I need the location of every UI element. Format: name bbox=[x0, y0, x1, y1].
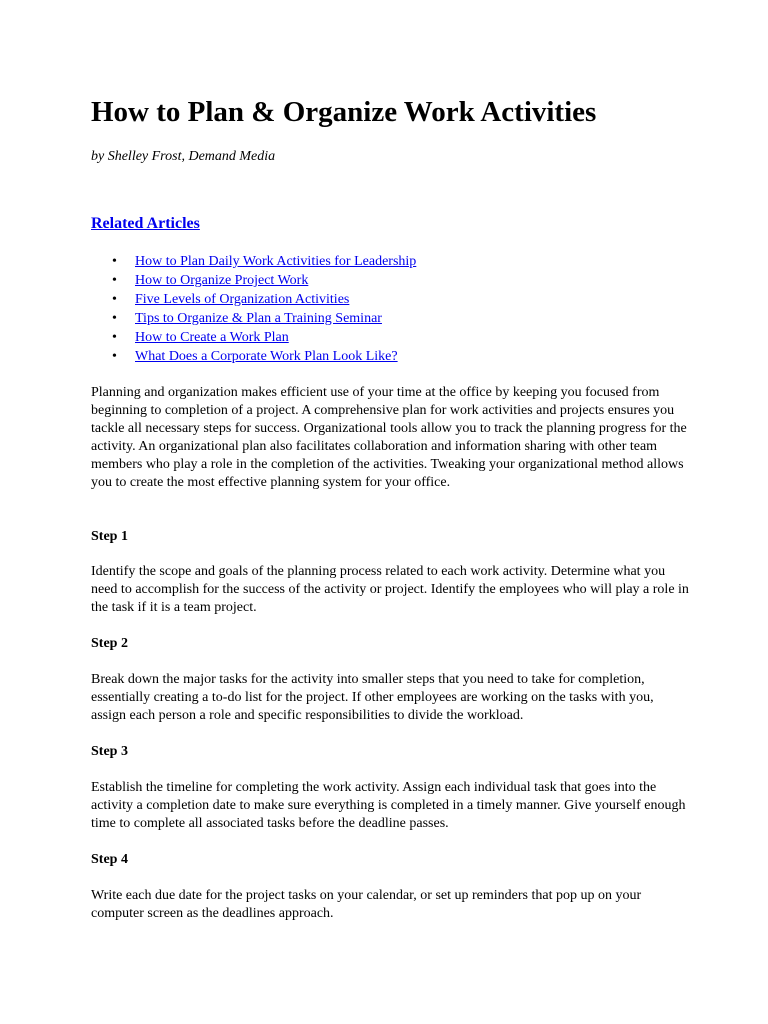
related-link-corporate-work-plan[interactable]: What Does a Corporate Work Plan Look Like? bbox=[135, 349, 398, 364]
step-2-text: Break down the major tasks for the activity into smaller steps that you need to take for completion, essentially creating a to-do list for the project. If other employees are working on the tasks with you, assign each person a role and specific responsibilities to divide the workload. bbox=[91, 672, 654, 723]
related-link-training-seminar[interactable]: Tips to Organize & Plan a Training Seminar bbox=[135, 311, 382, 326]
related-articles-heading[interactable]: Related Articles bbox=[91, 215, 200, 232]
list-item bbox=[91, 271, 416, 290]
step-2-heading: Step 2 bbox=[91, 636, 128, 651]
step-3-heading: Step 3 bbox=[91, 744, 128, 759]
list-item bbox=[91, 252, 416, 271]
list-item bbox=[91, 290, 416, 309]
step-3-text: Establish the timeline for completing the work activity. Assign each individual task that goes into the activity a completion date to make sure everything is completed in a timely manner. Give yourself enough time to complete all associated tasks before the deadline passes. bbox=[91, 780, 686, 831]
related-link-create-work-plan[interactable]: How to Create a Work Plan bbox=[135, 330, 289, 345]
article-title: How to Plan & Organize Work Activities bbox=[91, 96, 597, 128]
bullet-icon: • bbox=[112, 311, 117, 326]
bullet-icon: • bbox=[112, 330, 117, 345]
step-4-heading: Step 4 bbox=[91, 852, 128, 867]
bullet-icon: • bbox=[112, 292, 117, 307]
bullet-icon: • bbox=[112, 273, 117, 288]
related-link-five-levels[interactable]: Five Levels of Organization Activities bbox=[135, 292, 350, 307]
related-link-daily-work-activities[interactable]: How to Plan Daily Work Activities for Leadership bbox=[135, 254, 417, 269]
article-byline: by Shelley Frost, Demand Media bbox=[91, 149, 276, 164]
related-articles-list bbox=[91, 252, 416, 366]
list-item bbox=[91, 347, 416, 366]
list-item bbox=[91, 328, 416, 347]
step-1-text: Identify the scope and goals of the planning process related to each work activity. Determine what you need to accomplish for the success of the activity or project. Identify the employees who will play a role in the task if it is a team project. bbox=[91, 564, 689, 615]
intro-paragraph: Planning and organization makes efficient use of your time at the office by keeping you focused from beginning to completion of a project. A comprehensive plan for work activities and projects ensures you tackle all necessary steps for success. Organizational tools allow you to track the planning progress for the activity. An organizational plan also facilitates collaboration and information sharing with other team members who play a role in the completion of the activities. Tweaking your organizational method allows you to create the most effective planning system for your office. bbox=[91, 385, 687, 490]
list-item bbox=[91, 309, 416, 328]
bullet-icon: • bbox=[112, 349, 117, 364]
step-4-text: Write each due date for the project tasks on your calendar, or set up reminders that pop up on your computer screen as the deadlines approach. bbox=[91, 888, 642, 921]
bullet-icon: • bbox=[112, 254, 117, 269]
related-link-organize-project-work[interactable]: How to Organize Project Work bbox=[135, 273, 309, 288]
step-1-heading: Step 1 bbox=[91, 529, 128, 544]
